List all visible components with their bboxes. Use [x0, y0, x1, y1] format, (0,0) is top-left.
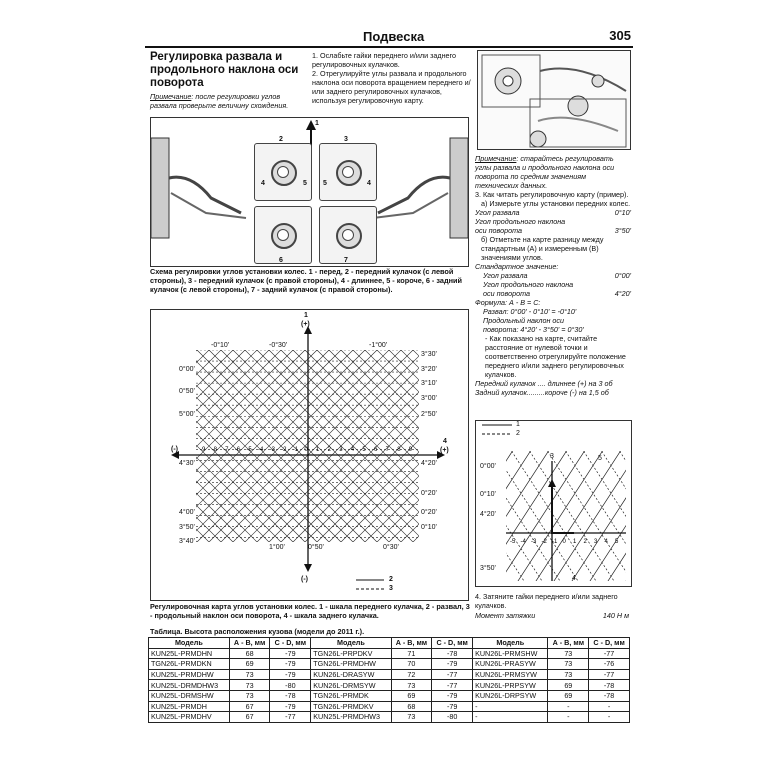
ex-label-4: 4	[572, 575, 576, 582]
grid-line	[339, 310, 468, 550]
header-title: Подвеска	[363, 29, 425, 44]
grid-line	[315, 310, 468, 550]
example-axis-number: 0	[562, 539, 566, 545]
table-cell: TGN26L-PRMDHW	[311, 659, 391, 670]
top-label-2: -0°30'	[269, 342, 288, 349]
grid-line	[151, 310, 205, 550]
bottom-label-1: 1°00'	[269, 544, 285, 551]
left-label-2: 0°50'	[179, 388, 195, 395]
grid-line	[476, 421, 514, 586]
rear-cam-left	[254, 206, 312, 264]
torque-label: Момент затяжки	[475, 611, 536, 620]
grid-line	[151, 310, 325, 550]
scale-number: -2	[281, 447, 287, 453]
table-row	[149, 680, 630, 691]
grid-line	[476, 421, 496, 586]
scale-number: -3	[269, 447, 275, 453]
grid-line	[151, 342, 205, 592]
std-caster-label2: оси поворота	[483, 289, 531, 298]
grid-line	[151, 342, 337, 592]
grid-line	[151, 342, 169, 592]
formula-1: Развал: 0°00' - 0°10' = -0°10'	[483, 307, 577, 316]
torque-value: 140 Н м	[602, 611, 629, 620]
suspension-photo-drawing	[478, 51, 630, 149]
grid-line	[476, 421, 532, 586]
grid-line	[476, 421, 478, 586]
std-camber	[475, 271, 631, 280]
example-axis-number: -1	[552, 539, 558, 545]
front-cam-result: Передний кулачок .... длиннее (+) на 3 об	[475, 379, 613, 388]
right-col-text	[475, 190, 631, 397]
grid-line	[351, 342, 468, 592]
table-cell: TGN26L-PRPDKV	[311, 648, 391, 659]
column-header: А - В, мм	[229, 638, 270, 649]
grid-line	[327, 310, 468, 550]
table-cell: KUN25L-PRMDH	[149, 701, 230, 712]
grid-line	[546, 421, 631, 586]
grid-line	[151, 310, 181, 550]
right-label-6: 4°20'	[421, 460, 437, 467]
ex-label-350: 3°50'	[480, 565, 496, 572]
grid-line	[582, 421, 631, 586]
table-cell: KUN26L-DRMSYW	[311, 680, 391, 691]
right-label-7: 0°20'	[421, 490, 437, 497]
grid-line	[363, 342, 468, 592]
scale-number: 1	[316, 447, 320, 453]
table-cell: KUN25L-PRMDHV	[149, 712, 230, 723]
arrow-right-num: 4	[443, 438, 447, 445]
grid-line	[151, 342, 361, 592]
column-header: С - D, мм	[589, 638, 630, 649]
table-cell: KUN25L-DRMDHW3	[149, 680, 230, 691]
std-caster-value: 4°20'	[614, 289, 631, 298]
example-axis-number: 3	[594, 539, 598, 545]
example-axis-number: -4	[520, 539, 526, 545]
table-cell: -78	[432, 648, 473, 659]
scale-number: 6	[374, 447, 378, 453]
std-title: Стандартное значение:	[475, 262, 559, 271]
table-cell: KUN25L-PRMDHN	[149, 648, 230, 659]
right-note-label: Примечание	[475, 154, 517, 163]
table-row	[149, 701, 630, 712]
section-title: Регулировка развала и продольного наклона оси поворота	[150, 51, 299, 89]
table-cell: 69	[229, 659, 270, 670]
example-axis-number: 5	[615, 539, 619, 545]
example-axis-number: 1	[573, 539, 577, 545]
grid-line	[582, 421, 631, 586]
table-cell: -80	[270, 680, 311, 691]
table-cell: TGN26L-PRMDKN	[149, 659, 230, 670]
table-cell: KUN25L-PRMDHW	[149, 669, 230, 680]
table-cell: -78	[589, 690, 630, 701]
fig1-caption: Схема регулировки углов установки колес. 1 - перед, 2 - передний кулачок (с левой стороны), 3 - передний кулачок (с правой стороны), 4 - длиннее, 5 - короче, 6 - задний кулачок (с левой стороны), 7 - задний кулачок (с правой стороны).	[150, 267, 462, 294]
grid-line	[151, 310, 157, 550]
ex-label-420: 4°20'	[480, 511, 496, 518]
table-row	[149, 659, 630, 670]
grid-line	[267, 342, 468, 592]
table-cell: 69	[391, 690, 432, 701]
right-note-text: : старайтесь регулировать углы развала и продольного наклона оси поворота по средним значениям технических данных.	[475, 154, 615, 190]
ex-legend-2: 2	[516, 430, 520, 437]
grid-line	[546, 421, 631, 586]
scale-number: 0	[304, 447, 308, 453]
adjustment-chart	[150, 309, 469, 601]
table-cell: -78	[270, 690, 311, 701]
front-cam-right	[319, 143, 377, 201]
arrow-down-head	[304, 564, 312, 572]
table-cell: 68	[391, 701, 432, 712]
grid-line	[528, 421, 631, 586]
grid-line	[435, 342, 468, 592]
step-3b: б) Отметьте на карте разницу между стандартным (А) и измеренным (В) значениями углов.	[481, 235, 604, 262]
example-arrow	[548, 479, 556, 487]
table-cell: TGN26L-PRMDK	[311, 690, 391, 701]
scale-number: -9	[200, 447, 206, 453]
legend-3-label: 3	[389, 585, 393, 592]
table-row	[149, 669, 630, 680]
label-7: 7	[344, 257, 348, 264]
grid-line	[151, 310, 169, 550]
column-header: С - D, мм	[270, 638, 311, 649]
measured-caster	[475, 226, 631, 235]
grid-line	[476, 421, 568, 586]
scale-number: 9	[408, 447, 413, 453]
left-label-4: 4°30'	[179, 460, 195, 467]
grid-line	[447, 342, 468, 592]
grid-line	[151, 342, 349, 592]
arrow-down-sign: (-)	[301, 576, 308, 583]
note-camber	[150, 92, 308, 110]
table-cell: -79	[270, 659, 311, 670]
grid-line	[151, 342, 229, 592]
table-cell: KUN26L-PRMSYW	[473, 669, 548, 680]
right-label-8: 0°20'	[421, 509, 437, 516]
grid-line	[151, 342, 157, 592]
arrow-up-num: 1	[304, 312, 308, 319]
table-row	[149, 648, 630, 659]
table-cell: 69	[548, 690, 589, 701]
grid-line	[476, 421, 514, 586]
table-cell: -79	[432, 659, 473, 670]
grid-line	[618, 421, 631, 586]
grid-line	[476, 421, 532, 586]
label-1: 1	[315, 120, 319, 127]
table-cell: 73	[391, 712, 432, 723]
rear-cam-right	[319, 206, 377, 264]
legend-2-label: 2	[389, 576, 393, 583]
grid-line	[207, 342, 457, 592]
ex-label-010: 0°10'	[480, 491, 496, 498]
label-3: 3	[344, 136, 348, 143]
table-cell: 73	[229, 690, 270, 701]
right-label-1: 3°30'	[421, 351, 437, 358]
left-label-7: 3°40'	[179, 538, 195, 545]
table-cell: 73	[548, 659, 589, 670]
grid-line	[151, 342, 397, 592]
step-2: 2. Отрегулируйте углы развала и продольного наклона оси поворота вращением переднего и/или заднего регулировочных кулачков, используя регулировочную карту.	[312, 69, 471, 105]
ex-label-5: 5	[598, 455, 602, 462]
column-header: Модель	[473, 638, 548, 649]
example-path	[552, 483, 574, 533]
grid-line	[195, 342, 445, 592]
adjustment-scheme	[150, 117, 469, 267]
label-5a: 5	[303, 180, 307, 187]
left-label-1: 0°00'	[179, 366, 195, 373]
grid-line	[327, 342, 468, 592]
std-camber-value: 0°00'	[614, 271, 631, 280]
std-caster	[475, 289, 631, 298]
right-label-3: 3°10'	[421, 380, 437, 387]
grid-line	[510, 421, 631, 586]
table-cell: 70	[391, 659, 432, 670]
bottom-label-2: 0°50'	[308, 544, 324, 551]
measured-camber	[475, 208, 631, 217]
scale-number: 3	[339, 447, 343, 453]
table-cell: -77	[432, 669, 473, 680]
grid-line	[528, 421, 631, 586]
table-cell: -	[473, 712, 548, 723]
grid-line	[408, 310, 468, 550]
table-cell: KUN26L-PRPSYW	[473, 680, 548, 691]
scale-number: 8	[397, 447, 401, 453]
table-cell: -	[473, 701, 548, 712]
front-cam-left	[254, 143, 312, 201]
grid-line	[151, 342, 217, 592]
example-chart-grid	[476, 421, 631, 586]
column-header: А - В, мм	[391, 638, 432, 649]
table-cell: -79	[270, 701, 311, 712]
formula: Формула: А - В = С:	[475, 298, 541, 307]
table-cell: -77	[432, 680, 473, 691]
table-cell: KUN25L-PRMDHW3	[311, 712, 391, 723]
grid-line	[151, 342, 373, 592]
table-cell: KUN25L-DRMSHW	[149, 690, 230, 701]
scale-number: 2	[327, 447, 331, 453]
table-cell: -	[589, 712, 630, 723]
grid-line	[476, 421, 496, 586]
fig2-caption: Регулировочная карта углов установки колес. 1 - шкала переднего кулачка, 2 - развал, 3 - продольный наклон оси поворота, 4 - шкала заднего кулачка.	[150, 602, 470, 620]
suspension-photo	[477, 50, 631, 150]
ex-label-3: 3	[550, 453, 554, 460]
table-cell: 72	[391, 669, 432, 680]
step-3: 3. Как читать регулировочную карту (пример).	[475, 190, 629, 199]
table-cell: 67	[229, 701, 270, 712]
grid-line	[303, 342, 468, 592]
left-label-6: 3°50'	[179, 524, 195, 531]
scale-number: -5	[246, 447, 252, 453]
example-grid-pattern	[476, 421, 631, 586]
table-cell: 69	[548, 680, 589, 691]
arrow-left-sign: (-)	[171, 446, 178, 453]
table-cell: -80	[432, 712, 473, 723]
grid-line	[151, 310, 253, 550]
column-header: Модель	[311, 638, 391, 649]
table-cell: 73	[229, 680, 270, 691]
grid-line	[151, 342, 253, 592]
grid-line	[459, 342, 468, 592]
right-label-5: 2°50'	[421, 411, 437, 418]
label-6: 6	[279, 257, 283, 264]
left-label-3: 5°00'	[179, 411, 195, 418]
table-cell: 71	[391, 648, 432, 659]
grid-line	[291, 342, 468, 592]
arrow-up-sign: (+)	[301, 321, 310, 328]
grid-line	[195, 310, 445, 550]
table-cell: TGN26L-PRMDKV	[311, 701, 391, 712]
note-text: : после регулировки углов развала проверьте величину схождения.	[150, 92, 289, 110]
left-label-5: 4°00'	[179, 509, 195, 516]
step-3a: а) Измерьте углы установки передних колес.	[481, 199, 631, 208]
bottom-label-3: 0°30'	[383, 544, 399, 551]
table-row	[149, 712, 630, 723]
table-cell: -	[548, 712, 589, 723]
table-cell: -79	[270, 669, 311, 680]
ex-legend-1: 1	[516, 421, 520, 428]
table-title: Таблица. Высота расположения кузова (модели до 2011 г.).	[150, 627, 365, 636]
top-label-1: -0°10'	[211, 342, 230, 349]
arrow-right-sign: (+)	[440, 447, 449, 454]
example-axis-number: -2	[541, 539, 547, 545]
right-note	[475, 154, 631, 190]
grid-line	[476, 421, 478, 586]
table-cell: -79	[270, 648, 311, 659]
torque	[475, 611, 629, 620]
grid-line	[459, 310, 468, 550]
table-cell: KUN26L-PRMSHW	[473, 648, 548, 659]
example-axis-number: 2	[583, 539, 587, 545]
table-cell: 73	[548, 669, 589, 680]
column-header: А - В, мм	[548, 638, 589, 649]
grid-line	[476, 421, 568, 586]
grid-line	[408, 342, 468, 592]
grid-line	[151, 342, 193, 592]
ex-label-000: 0°00'	[480, 463, 496, 470]
table-cell: -77	[589, 648, 630, 659]
grid-line	[159, 342, 409, 592]
scale-number: -4	[258, 447, 264, 453]
grid-line	[618, 421, 631, 586]
right-label-2: 3°20'	[421, 366, 437, 373]
measured-camber-label: Угол развала	[475, 208, 520, 217]
note-label: Примечание	[150, 92, 192, 101]
table-row	[149, 690, 630, 701]
label-5b: 5	[323, 180, 327, 187]
grid-line	[435, 310, 468, 550]
scale-number: -7	[223, 447, 229, 453]
table-cell: -78	[589, 680, 630, 691]
grid-line	[151, 342, 277, 592]
grid-line	[151, 342, 301, 592]
measured-camber-value: 0°10'	[614, 208, 631, 217]
example-axis-number: -3	[531, 539, 537, 545]
measured-caster-label2: оси поворота	[475, 226, 523, 235]
example-axis-number: 4	[604, 539, 608, 545]
table-cell: -	[589, 701, 630, 712]
table-cell: 68	[229, 648, 270, 659]
example-axis-number: -5	[510, 539, 516, 545]
formula-3: поворота: 4°20' - 3°50' = 0°30'	[483, 325, 584, 334]
step-4: 4. Затяните гайки переднего и/или заднего кулачков.	[475, 592, 618, 610]
scale-number: -8	[211, 447, 217, 453]
table-cell: 73	[391, 680, 432, 691]
scale-number: -1	[292, 447, 299, 453]
grid-line	[447, 310, 468, 550]
table-cell: -79	[432, 690, 473, 701]
grid-line	[151, 310, 265, 550]
table-cell: KUN26L-DRASYW	[311, 669, 391, 680]
grid-line	[207, 310, 457, 550]
scale-number: 4	[350, 447, 355, 453]
top-label-3: -1°00'	[369, 342, 388, 349]
grid-line	[151, 342, 313, 592]
label-4a: 4	[261, 180, 265, 187]
label-2: 2	[279, 136, 283, 143]
table-cell: -	[548, 701, 589, 712]
measured-caster-label: Угол продольного наклона	[475, 217, 566, 226]
right-label-9: 0°10'	[421, 524, 437, 531]
measured-caster-value: 3°50'	[614, 226, 631, 235]
table-cell: -77	[589, 669, 630, 680]
grid-line	[510, 421, 631, 586]
step-1: 1. Ослабьте гайки переднего и/или заднего регулировочных кулачков.	[312, 51, 456, 69]
table-cell: KUN26L-DRPSYW	[473, 690, 548, 701]
body-height-table	[148, 637, 630, 723]
scale-number: 5	[362, 447, 366, 453]
steps-top	[312, 51, 477, 105]
table-cell: 73	[548, 648, 589, 659]
table-cell: -76	[589, 659, 630, 670]
column-header: Модель	[149, 638, 230, 649]
column-header: С - D, мм	[432, 638, 473, 649]
label-4b: 4	[367, 180, 371, 187]
scale-number: 7	[385, 447, 389, 453]
rear-cam-result: Задний кулачок.........короче (-) на 1,5 об	[475, 388, 609, 397]
grid-line	[171, 342, 421, 592]
grid-line	[151, 342, 181, 592]
table-cell: -79	[432, 701, 473, 712]
scale-number: -6	[234, 447, 241, 453]
std-caster-label: Угол продольного наклона	[483, 280, 574, 289]
example-chart	[475, 420, 632, 587]
step-3c: - Как показано на карте, считайте расстояние от нулевой точки и соответственно отрегулируйте положение переднего и/или заднего регулировочных кулачков.	[485, 334, 626, 379]
grid-line	[151, 342, 289, 592]
std-camber-label: Угол развала	[483, 271, 528, 280]
table-cell: KUN26L-PRASYW	[473, 659, 548, 670]
table-cell: -77	[270, 712, 311, 723]
page-number: 305	[609, 28, 631, 43]
table-cell: 73	[229, 669, 270, 680]
table-header-row	[149, 638, 630, 649]
table-cell: 67	[229, 712, 270, 723]
right-label-4: 3°00'	[421, 395, 437, 402]
page-header	[145, 28, 633, 48]
formula-2: Продольный наклон оси	[483, 316, 565, 325]
